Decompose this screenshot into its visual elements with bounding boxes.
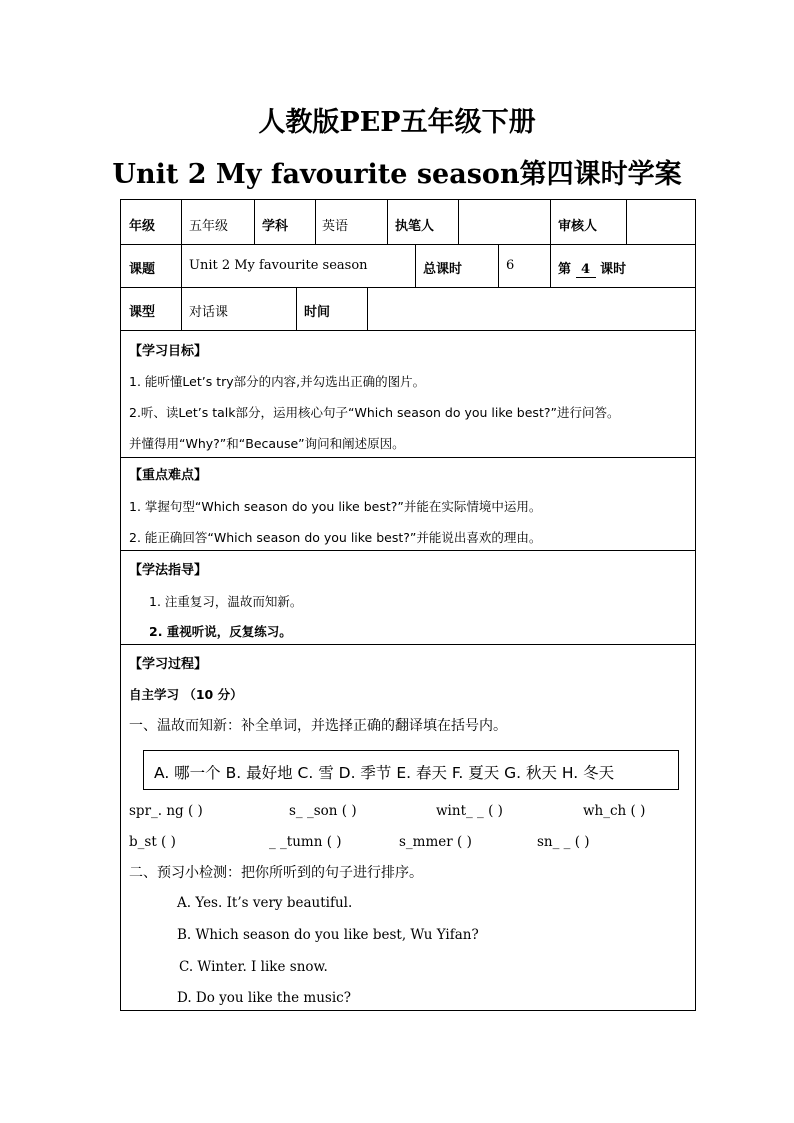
col-divider: [181, 287, 182, 330]
col-divider: [367, 287, 368, 330]
word-blank: s_ _son ( ): [289, 803, 357, 819]
col-divider: [296, 287, 297, 330]
row-divider: [121, 550, 695, 551]
row-divider: [121, 644, 695, 645]
goal-item: 2.听、读Let’s talk部分，运用核心句子“Which season do you like best?”进行问答。: [129, 405, 620, 420]
row-divider: [121, 457, 695, 458]
col-divider: [181, 244, 182, 287]
total-lessons-label: 总课时: [423, 262, 463, 277]
part2-title: 二、预习小检测：把你所听到的句子进行排序。: [129, 865, 423, 881]
sentence-item: B. Which season do you like best, Wu Yifan?: [177, 927, 479, 943]
lesson-prefix: 第: [558, 262, 572, 277]
word-blank: spr_. ng ( ): [129, 803, 203, 819]
topic-label: 课题: [129, 262, 156, 277]
lesson-number: [558, 258, 626, 278]
row-divider: [121, 330, 695, 331]
word-blank: wh_ch ( ): [583, 803, 646, 819]
subject-label: 学科: [262, 219, 289, 234]
col-divider: [626, 200, 627, 244]
sentence-item: C. Winter. I like snow.: [179, 959, 328, 975]
lesson-suffix: 课时: [600, 262, 627, 277]
col-divider: [181, 200, 182, 244]
process-heading: 【学习过程】: [129, 657, 208, 672]
grade-value: 五年级: [189, 219, 229, 234]
word-blank: sn_ _ ( ): [537, 834, 590, 850]
lesson-number-value: 4: [576, 262, 596, 278]
part1-title: 一、温故而知新：补全单词，并选择正确的翻译填在括号内。: [129, 718, 507, 734]
word-blank: wint_ _ ( ): [436, 803, 503, 819]
sentence-item: A. Yes. It’s very beautiful.: [177, 895, 353, 911]
row-divider: [121, 287, 695, 288]
translation-options: A. 哪一个 B. 最好地 C. 雪 D. 季节 E. 春天 F. 夏天 G. 秋天 H. 冬天: [154, 764, 615, 782]
author-label: 执笔人: [395, 219, 435, 234]
key-points-heading: 【重点难点】: [129, 468, 208, 483]
col-divider: [254, 200, 255, 244]
goal-item: 并懂得用“Why?”和“Because”询问和阐述原因。: [129, 436, 405, 451]
topic-value: Unit 2 My favourite season: [189, 258, 368, 273]
type-value: 对话课: [189, 305, 229, 320]
translation-options-box: [143, 750, 679, 790]
key-point-item: 2. 能正确回答“Which season do you like best?”并能说出喜欢的理由。: [129, 530, 542, 545]
col-divider: [550, 200, 551, 244]
subject-value: 英语: [322, 219, 349, 234]
document-title: 人教版PEP五年级下册: [258, 107, 536, 138]
method-heading: 【学法指导】: [129, 563, 208, 578]
word-blank: _ _tumn ( ): [269, 834, 342, 850]
time-label: 时间: [304, 305, 331, 320]
word-blank: b_st ( ): [129, 834, 176, 850]
total-lessons-value: 6: [506, 258, 515, 273]
document-subtitle: Unit 2 My favourite season第四课时学案: [112, 159, 682, 190]
col-divider: [315, 200, 316, 244]
self-study-label: 自主学习 （10 分）: [129, 687, 243, 702]
lesson-plan-table: [120, 199, 696, 1011]
col-divider: [458, 200, 459, 244]
goals-heading: 【学习目标】: [129, 344, 208, 359]
method-item: 2. 重视听说，反复练习。: [149, 624, 292, 639]
reviewer-label: 审核人: [558, 219, 598, 234]
col-divider: [415, 244, 416, 287]
grade-label: 年级: [129, 219, 156, 234]
col-divider: [498, 244, 499, 287]
sentence-item: D. Do you like the music?: [177, 990, 351, 1006]
method-item: 1. 注重复习，温故而知新。: [149, 594, 303, 609]
type-label: 课型: [129, 305, 156, 320]
goal-item: 1. 能听懂Let’s try部分的内容,并勾选出正确的图片。: [129, 374, 426, 389]
col-divider: [550, 244, 551, 287]
col-divider: [387, 200, 388, 244]
key-point-item: 1. 掌握句型“Which season do you like best?”并能在实际情境中运用。: [129, 499, 542, 514]
row-divider: [121, 244, 695, 245]
word-blank: s_mmer ( ): [399, 834, 472, 850]
